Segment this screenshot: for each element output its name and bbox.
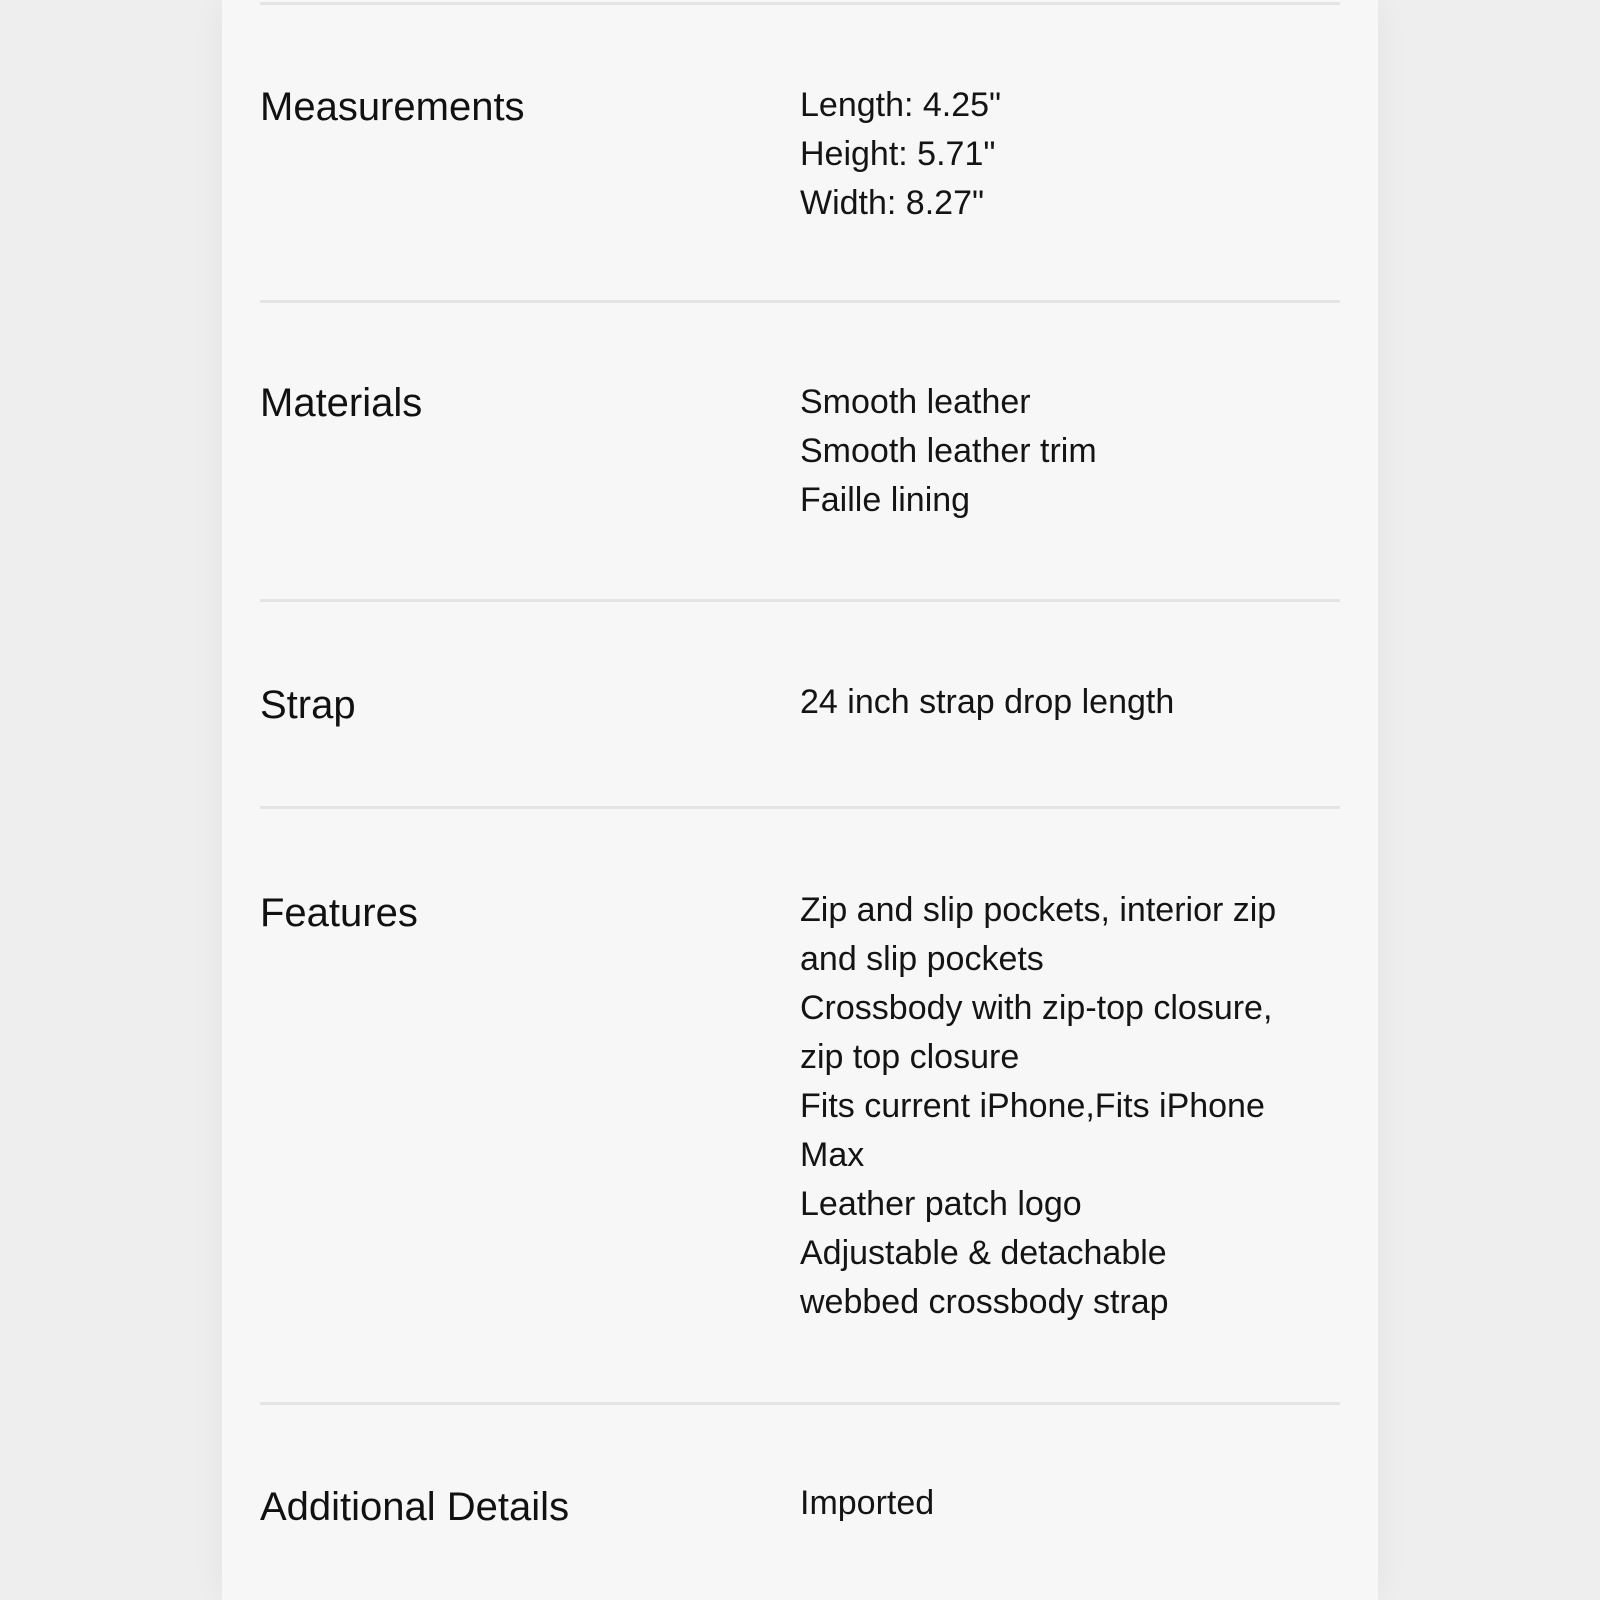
additional-detail-item: Imported <box>800 1484 935 1522</box>
feature-line: webbed crossbody strap <box>800 1283 1169 1321</box>
strap-item: 24 inch strap drop length <box>800 683 1175 721</box>
material-item: Smooth leather <box>800 383 1031 421</box>
details-row-features <box>260 806 1340 1404</box>
details-row-measurements <box>260 2 1340 299</box>
feature-line: Crossbody with zip-top closure, <box>800 989 1273 1027</box>
feature-line: Fits current iPhone,Fits iPhone <box>800 1087 1265 1125</box>
material-item: Faille lining <box>800 481 971 519</box>
measurement-length: Length: 4.25" <box>800 86 1002 124</box>
feature-line: zip top closure <box>800 1038 1020 1076</box>
feature-line: Leather patch logo <box>800 1185 1082 1223</box>
details-row-materials <box>260 300 1340 597</box>
feature-line: Zip and slip pockets, interior zip <box>800 891 1277 929</box>
feature-line: and slip pockets <box>800 940 1044 978</box>
features-values <box>800 886 1340 1327</box>
strap-label: Strap <box>260 683 356 727</box>
strap-values <box>800 678 1340 727</box>
materials-values <box>800 378 1340 525</box>
details-row-additional-details <box>260 1402 1340 1600</box>
details-row-strap <box>260 599 1340 807</box>
material-item: Smooth leather trim <box>800 432 1097 470</box>
feature-line: Max <box>800 1136 865 1174</box>
measurements-label: Measurements <box>260 85 525 129</box>
measurement-height: Height: 5.71" <box>800 135 996 173</box>
measurement-width: Width: 8.27" <box>800 184 985 222</box>
additional-details-label: Additional Details <box>260 1485 570 1529</box>
measurements-values <box>800 81 1340 228</box>
additional-details-values <box>800 1479 1340 1528</box>
materials-label: Materials <box>260 381 423 425</box>
features-label: Features <box>260 891 418 935</box>
feature-line: Adjustable & detachable <box>800 1234 1167 1272</box>
